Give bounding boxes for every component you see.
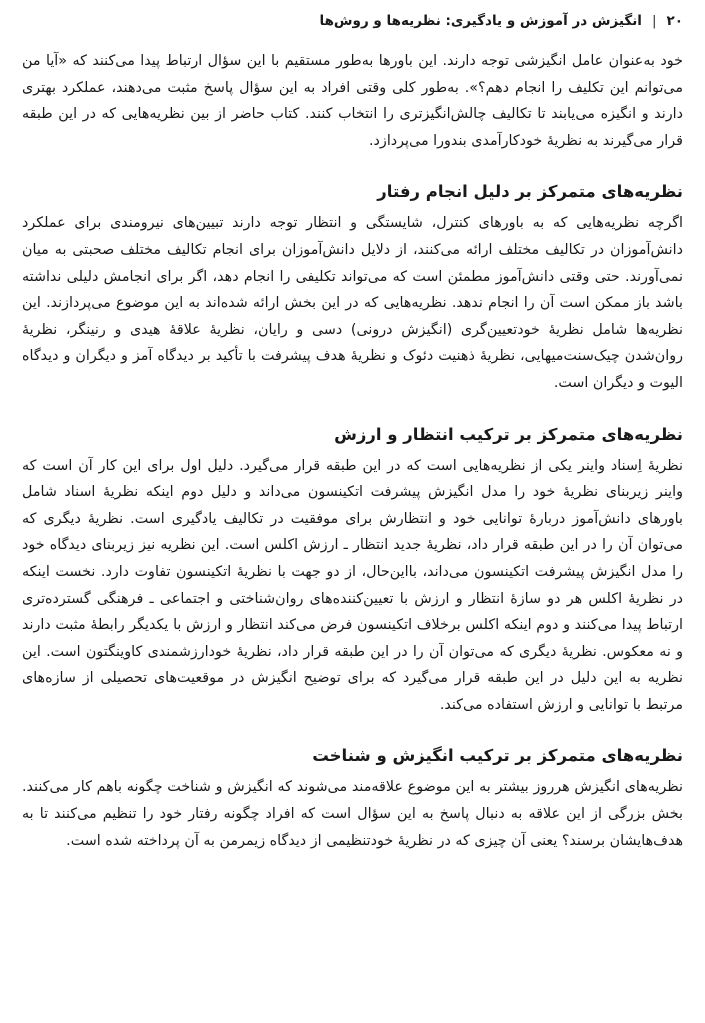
section-heading-expectancy-value: نظریه‌های متمرکز بر ترکیب انتظار و ارزش — [334, 424, 683, 444]
header-separator: | — [651, 13, 657, 29]
section-heading-motivation-cognition: نظریه‌های متمرکز بر ترکیب انگیزش و شناخت — [312, 746, 683, 766]
section-paragraph-reasons: اگرچه نظریه‌هایی که به باورهای کنترل، شایستگی و انتظار توجه دارند تبیین‌های نیرومندی برای عملکرد دانش‌آموزان در تکالیف مختلف ارائه می‌کنند، از دلایل دانش‌آموزان برای انجام تکالیف مختلف صحبتی به میان نمی‌آورند. حتی وقتی دانش‌آموز مطمئن است که می‌تواند تکلیفی را انجام دهد، اگر برای انجامش دلیلی نداشته باشد باز ممکن است آن را انجام ندهد. نظریه‌هایی که در این بخش ارائه شده‌اند به این موضوع می‌پردازند. این نظریه‌ها شامل نظریهٔ خودتعیین‌گری (انگیزش درونی) دسی و رایان، نظریهٔ علاقهٔ هیدی و رنینگر، نظریهٔ روان‌شدن چیک‌سنت‌میهایی، نظریهٔ ذهنیت دئوک و نظریهٔ هدف پیشرفت با تأکید بر دیدگاه آمز و دیگران و دیدگاه الیوت و دیگران است. — [22, 215, 683, 391]
book-title: انگیزش در آموزش و یادگیری: نظریه‌ها و روش‌ها — [319, 13, 642, 29]
section-heading-reasons: نظریه‌های متمرکز بر دلیل انجام رفتار — [377, 182, 683, 202]
section-paragraph-motivation-cognition: نظریه‌های انگیزش هرروز بیشتر به این موضوع علاقه‌مند می‌شوند که انگیزش و شناخت چگونه باهم کار می‌کنند. بخش بزرگی از این علاقه به دنبال پاسخ به این سؤال است که افراد چگونه رفتار خود را تنظیم می‌کنند تا به هدف‌هایشان برسند؟ یعنی آن چیزی که در نظریهٔ خودتنظیمی از دیدگاه زیمرمن به آن پرداخته شده است. — [22, 779, 683, 849]
intro-paragraph: خود به‌عنوان عامل انگیزشی توجه دارند. این باورها به‌طور مستقیم با این سؤال ارتباط پیدا می‌کنند که «آیا من می‌توانم این تکلیف را انجام دهم؟». به‌طور کلی وقتی افراد به این سؤال پاسخ مثبت می‌دهند، عملکرد بهتری دارند و انگیزه می‌یابند تا تکالیف چالش‌انگیزتری را انتخاب کنند. کتاب حاضر از بین نظریه‌هایی که در این طبقه قرار می‌گیرند به نظریهٔ خودکارآمدی بندورا می‌پردازد. — [22, 53, 683, 149]
running-head — [22, 0, 683, 36]
page-number: ۲۰ — [666, 13, 683, 29]
section-paragraph-expectancy-value: نظریهٔ اِسناد واینر یکی از نظریه‌هایی است که در این طبقه قرار می‌گیرد. دلیل اول برای این کار آن است که واینر زیربنای نظریهٔ خود را مدل انگیزش پیشرفت اتکینسون می‌داند و دلیل دوم اینکه نظریهٔ اسناد شامل باورهای دانش‌آموز دربارهٔ توانایی خود و انتظارش برای موفقیت در تکالیف یادگیری است. نظریهٔ دیگری که می‌توان آن را در این طبقه قرار داد، نظریهٔ جدید انتظار ـ ارزش اکلس است. این نظریه نیز زیربنای دیدگاه خود را مدل انگیزش پیشرفت اتکینسون می‌داند، بااین‌حال، از دو جهت با نظریهٔ اتکینسون تفاوت دارد. نخست اینکه در نظریهٔ اکلس هر دو سازهٔ انتظار و ارزش با تعیین‌کننده‌های روان‌شناختی و اجتماعی ـ فرهنگی گسترده‌تری ارتباط پیدا می‌کنند و دوم اینکه اکلس برخلاف اتکینسون فرض می‌کند انتظار و ارزش با یکدیگر رابطهٔ مثبت دارند و نه معکوس. نظریهٔ دیگری که می‌توان آن را در این طبقه قرار داد، نظریهٔ خودارزشمندی کاوینگتون است. این نظریه به این دلیل در این طبقه قرار می‌گیرد که برای توضیح انگیزش در موقعیت‌های تحصیلی از سازه‌های مرتبط با توانایی و ارزش استفاده می‌کند. — [22, 457, 683, 713]
